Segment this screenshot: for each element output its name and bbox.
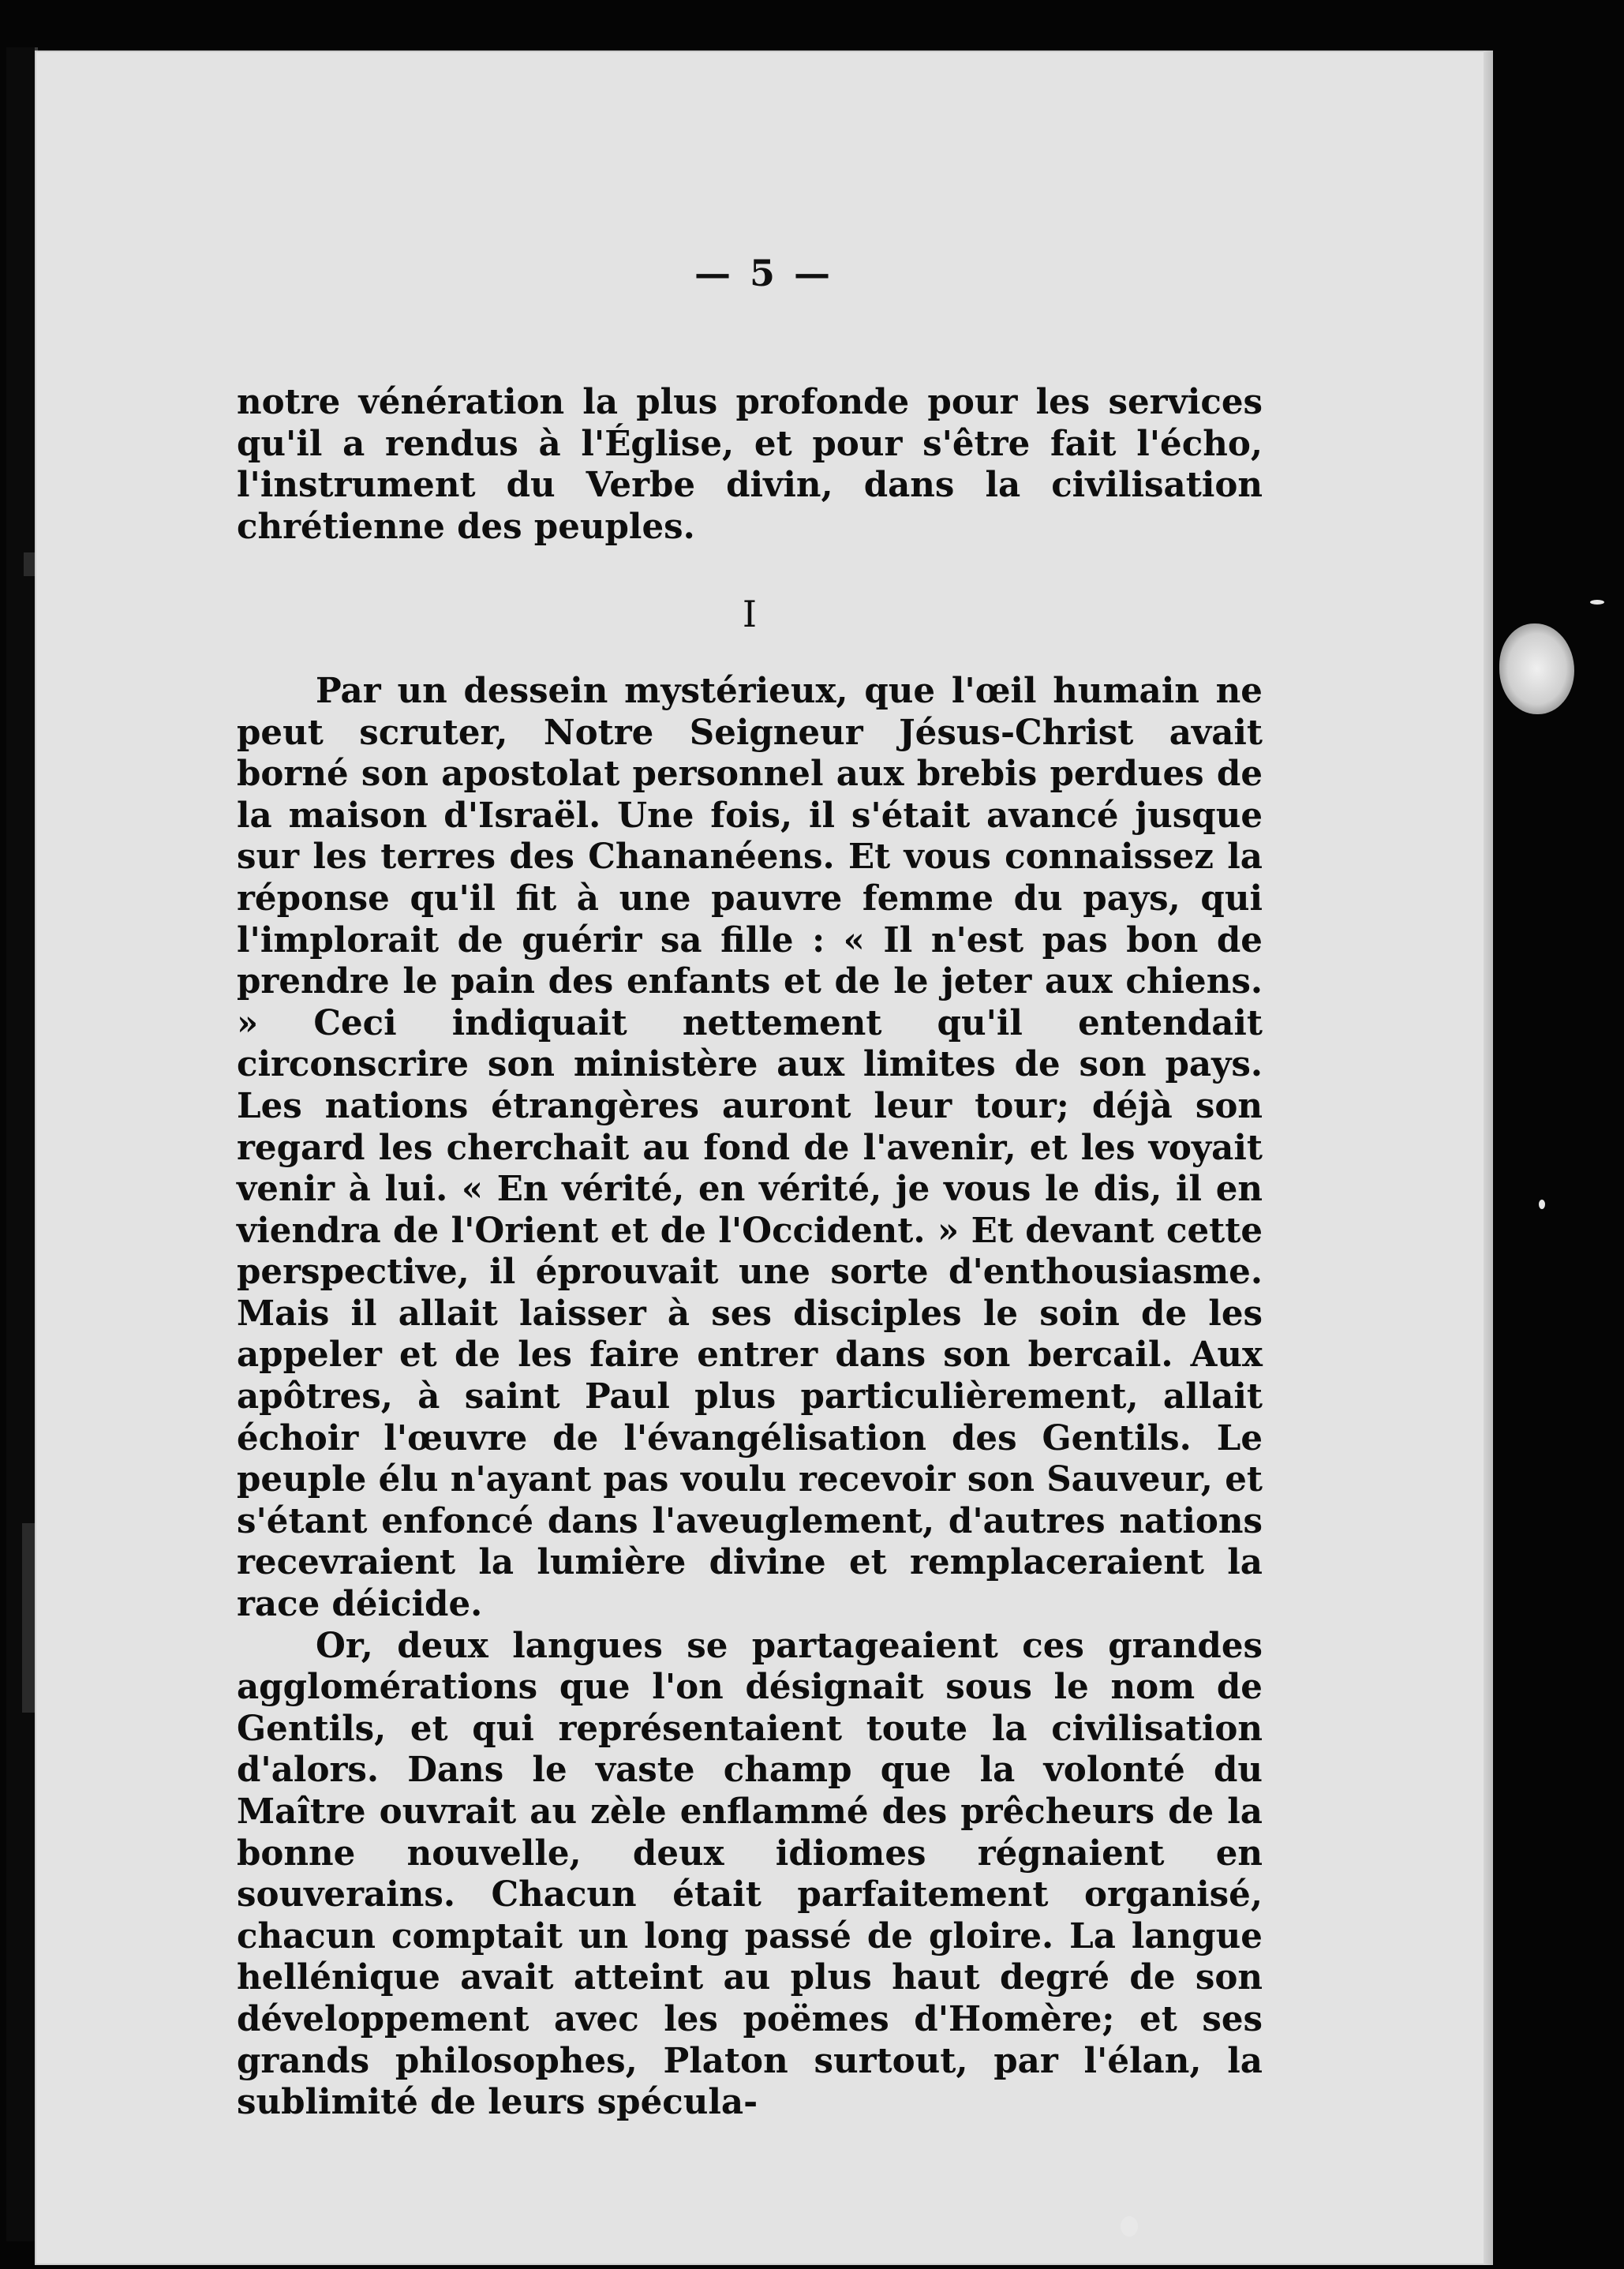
paragraph: Or, deux langues se partageaient ces grandes agglomérations que l'on désignait sous le nom de Gentils, et qui représentaient toute la civilisation d'alors. Dans le vaste champ que la volonté du Maître ouvrait au zèle enflammé des prêcheurs de la bonne nouvelle, deux idiomes régnaient en souverains. Chacun était parfaitement organisé, chacun comptait un long passé de gloire. La langue hellénique avait atteint au plus haut degré de son développement avec les poëmes d'Homère; et ses grands philosophes, Platon surtout, par l'élan, la sublimité de leurs spécula- (237, 1625, 1263, 2123)
paragraph-intro: notre vénération la plus profonde pour les services qu'il a rendus à l'Église, et pour s'être fait l'écho, l'instrument du Verbe divin, dans la civilisation chrétienne des peuples. (237, 382, 1263, 547)
page-number: — 5 — (694, 252, 834, 294)
section-heading: I (742, 593, 758, 636)
page-edge-shadow (1484, 51, 1493, 2265)
paragraph: Par un dessein mystérieux, que l'œil humain ne peut scruter, Notre Seigneur Jésus-Christ avait borné son apostolat personnel aux brebis perdues de la maison d'Israël. Une fois, il s'était avancé jusque sur les terres des Chananéens. Et vous connaissez la réponse qu'il fit à une pauvre femme du pays, qui l'implorait de guérir sa fille : « Il n'est pas bon de prendre le pain des enfants et de le jeter aux chiens. » Ceci indiquait nettement qu'il entendait circonscrire son ministère aux limites de son pays. Les nations étrangères auront leur tour; déjà son regard les cherchait au fond de l'avenir, et les voyait venir à lui. « En vérité, en vérité, je vous le dis, il en viendra de l'Orient et de l'Occident. » Et devant cette perspective, il éprouvait une sorte d'enthousiasme. Mais il allait laisser à ses disciples le soin de les appeler et de les faire entrer dans son bercail. Aux apôtres, à saint Paul plus particulièrement, allait échoir l'œuvre de l'évangélisation des Gentils. Le peuple élu n'ayant pas voulu recevoir son Sauveur, et s'étant enfoncé dans l'aveuglement, d'autres nations recevraient la lumière divine et remplaceraient la race déicide. (237, 670, 1263, 1625)
dust-speck (1590, 600, 1604, 605)
dust-speck (1121, 2216, 1138, 2237)
document-page (35, 51, 1493, 2265)
book-binding-edge (6, 47, 38, 2241)
paper-stain (1499, 623, 1574, 714)
body-text (237, 382, 1263, 2124)
dust-speck (1539, 1200, 1545, 1209)
